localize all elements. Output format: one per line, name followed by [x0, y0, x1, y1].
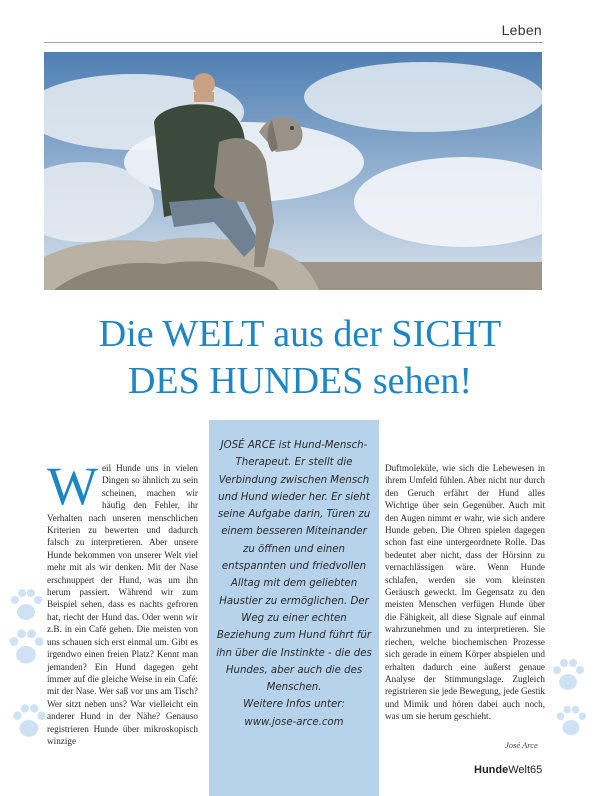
- hero-photo: [44, 52, 542, 290]
- hero-illustration: [44, 52, 542, 290]
- magazine-brand: [474, 764, 530, 776]
- brand-bold: Hunde: [474, 764, 509, 776]
- brand-rest: Welt: [508, 764, 531, 776]
- right-column-body: Duftmoleküle, wie sich die Lebewesen in ihrem Umfeld fühlen. Aber nicht nur durch den Geruch erfährt der Hund alles Wichtige über sein Gegenüber. Auch mit den Augen nimmt er wahr, wie sich andere Hunde geben. Die Ohren spielen dagegen schon fast eine untergeordnete Rolle. Das bedeutet aber nicht, dass der Hörsinn zu vernachlässigen wäre. Wenn Hunde schlafen, werden sie vom kleinsten Geräusch geweckt. Im Gegensatz zu den meisten Menschen verfügen Hunde über die Fähigkeit, all diese Signale auf einmal wahrzunehmen und zu interpretieren. Sie riechen, welche biochemischen Prozesse sich gerade in einem Körper abspielen und erhalten dadurch eine äußerst genaue Analyse der Stimmungslage. Zugleich registrieren sie jede Bewegung, jede Gestik und Mimik und hören dabei auch noch, was um sie herum geschieht.: [385, 463, 545, 722]
- page-header: [0, 0, 600, 52]
- paw-print-icon: [6, 585, 46, 625]
- paw-print-icon: [552, 702, 590, 740]
- page-number: 65: [530, 764, 543, 776]
- left-text-column: [47, 456, 198, 747]
- info-box-more-label: Weitere Infos unter:: [243, 699, 345, 711]
- info-box-url[interactable]: www.jose-arce.com: [244, 716, 344, 728]
- headline-line-1: Die WELT aus der SICHT: [98, 313, 502, 355]
- header-divider: [44, 42, 543, 43]
- right-text-column: [385, 462, 545, 723]
- drop-cap: W: [47, 456, 98, 516]
- paw-print-icon: [548, 655, 588, 695]
- section-label: Leben: [501, 22, 542, 38]
- info-box-content: [216, 437, 372, 731]
- info-box-text: JOSÉ ARCE ist Hund-Mensch-Therapeut. Er stellt die Verbindung zwischen Mensch und Hund wieder her. Er sieht seine Aufgabe darin, Türen zu einem besseren Miteinander zu öffnen und einen entspannten und friedvollen Alltag mit dem geliebten Haustier zu ermöglichen. Der Weg zu einer echten Beziehung zum Hund führt für ihn über die Instinkte - die des Hundes, aber auch die des Menschen.: [216, 440, 372, 694]
- paw-print-icon: [4, 625, 48, 669]
- left-column-body: eil Hunde uns in vielen Dingen so ähnlich zu sein scheinen, machen wir häufig den Fehler, ihr Verhalten nach unseren menschlichen Kriterien zu bewerten und dadurch falsch zu interpretieren. Aber unsere Hunde bekommen von unserer Welt viel mehr mit als wir denken. Mit der Nase erschnuppert der Hund, was um ihn herum passiert. Während wir zum Beispiel sehen, dass es nachts gefroren hat, riecht der Hund das. Oder wenn wir z.B. in ein Café gehen. Die meisten von uns schauen sich erst einmal um. Gibt es irgendwo einen freien Platz? Kennt man jemanden? Ein Hund dagegen geht immer auf die gleiche Weise in ein Café: mit der Nase. Wer saß vor uns am Tisch? Wer sitzt neben uns? War vielleicht ein anderer Hund in der Nähe? Genauso registrieren Hunde über mikroskopisch winzige: [47, 463, 198, 746]
- author-credit: José Arce: [505, 740, 538, 750]
- paw-print-icon: [8, 700, 50, 742]
- headline-line-2: DES HUNDES sehen!: [127, 360, 473, 402]
